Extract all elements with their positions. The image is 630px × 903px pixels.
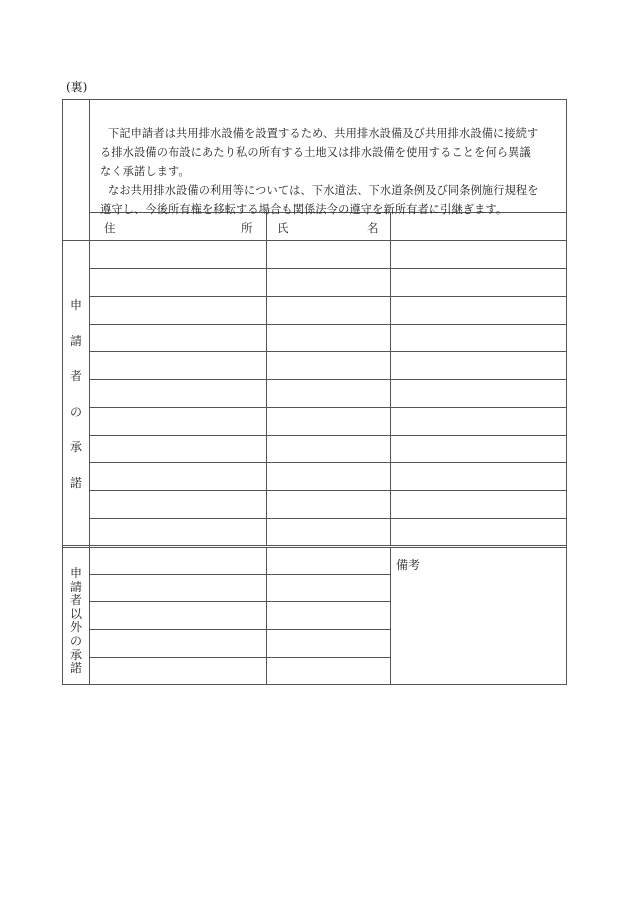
address-header-char: 所 xyxy=(241,221,253,235)
applicant-row-line xyxy=(89,435,567,436)
consent-line: 下記申請者は共用排水設備を設置するため、共用排水設備及び共用排水設備に接続す xyxy=(108,127,539,140)
page-side-label: (裏) xyxy=(66,80,88,94)
applicant-row-line xyxy=(89,324,567,325)
non-applicant-label-char: 請 xyxy=(69,579,82,594)
label-column-divider xyxy=(89,99,90,685)
applicant-consent-label-char: 申 xyxy=(69,298,82,312)
non-applicant-label-char: 外 xyxy=(69,620,82,635)
non-applicant-label-char: 者 xyxy=(69,593,82,608)
section-separator-line xyxy=(62,547,567,548)
consent-line: 遵守し、今後所有権を移転する場合も関係法令の遵守を新所有者に引継ぎます。 xyxy=(100,203,508,216)
other-party-row-line xyxy=(89,657,390,658)
non-applicant-label-char: 以 xyxy=(69,606,82,621)
section-separator-line xyxy=(62,545,567,546)
address-name-divider-lower xyxy=(266,548,267,685)
remarks-label: 備考 xyxy=(396,558,421,572)
applicant-consent-label-char: 承 xyxy=(69,440,82,454)
applicant-consent-label-char: 諾 xyxy=(69,476,82,490)
name-header-char: 名 xyxy=(367,221,379,235)
name-header-char: 氏 xyxy=(277,221,289,235)
applicant-row-line xyxy=(89,407,567,408)
non-applicant-label-char: 諾 xyxy=(69,661,82,676)
name-remarks-divider-lower xyxy=(390,548,391,685)
applicant-consent-label-char: 請 xyxy=(69,334,82,348)
applicant-consent-label-char: の xyxy=(69,405,82,419)
non-applicant-label-char: 承 xyxy=(69,647,82,662)
applicant-row-line xyxy=(89,268,567,269)
consent-line: なく承諾します。 xyxy=(100,165,190,178)
address-header-char: 住 xyxy=(104,221,116,235)
applicant-consent-label-char: 者 xyxy=(69,369,82,383)
applicant-row-line xyxy=(89,379,567,380)
header-row-bottom-line xyxy=(62,240,567,241)
non-applicant-label-char: 申 xyxy=(69,566,82,580)
other-party-row-line xyxy=(89,574,390,575)
other-party-row-line xyxy=(89,629,390,630)
consent-paragraph-2 xyxy=(100,181,562,219)
non-applicant-consent-label xyxy=(67,567,85,676)
applicant-row-line xyxy=(89,462,567,463)
applicant-row-line xyxy=(89,518,567,519)
other-party-row-line xyxy=(89,601,390,602)
consent-line: なお共用排水設備の利用等については、下水道法、下水道条例及び同条例施行規程を xyxy=(108,184,539,197)
applicant-row-line xyxy=(89,296,567,297)
non-applicant-label-char: の xyxy=(69,633,82,648)
applicant-row-line xyxy=(89,490,567,491)
consent-line: る排水設備の布設にあたり私の所有する土地又は排水設備を使用することを何ら異議 xyxy=(100,146,531,159)
applicant-row-line xyxy=(89,351,567,352)
consent-paragraph-1 xyxy=(100,124,562,181)
